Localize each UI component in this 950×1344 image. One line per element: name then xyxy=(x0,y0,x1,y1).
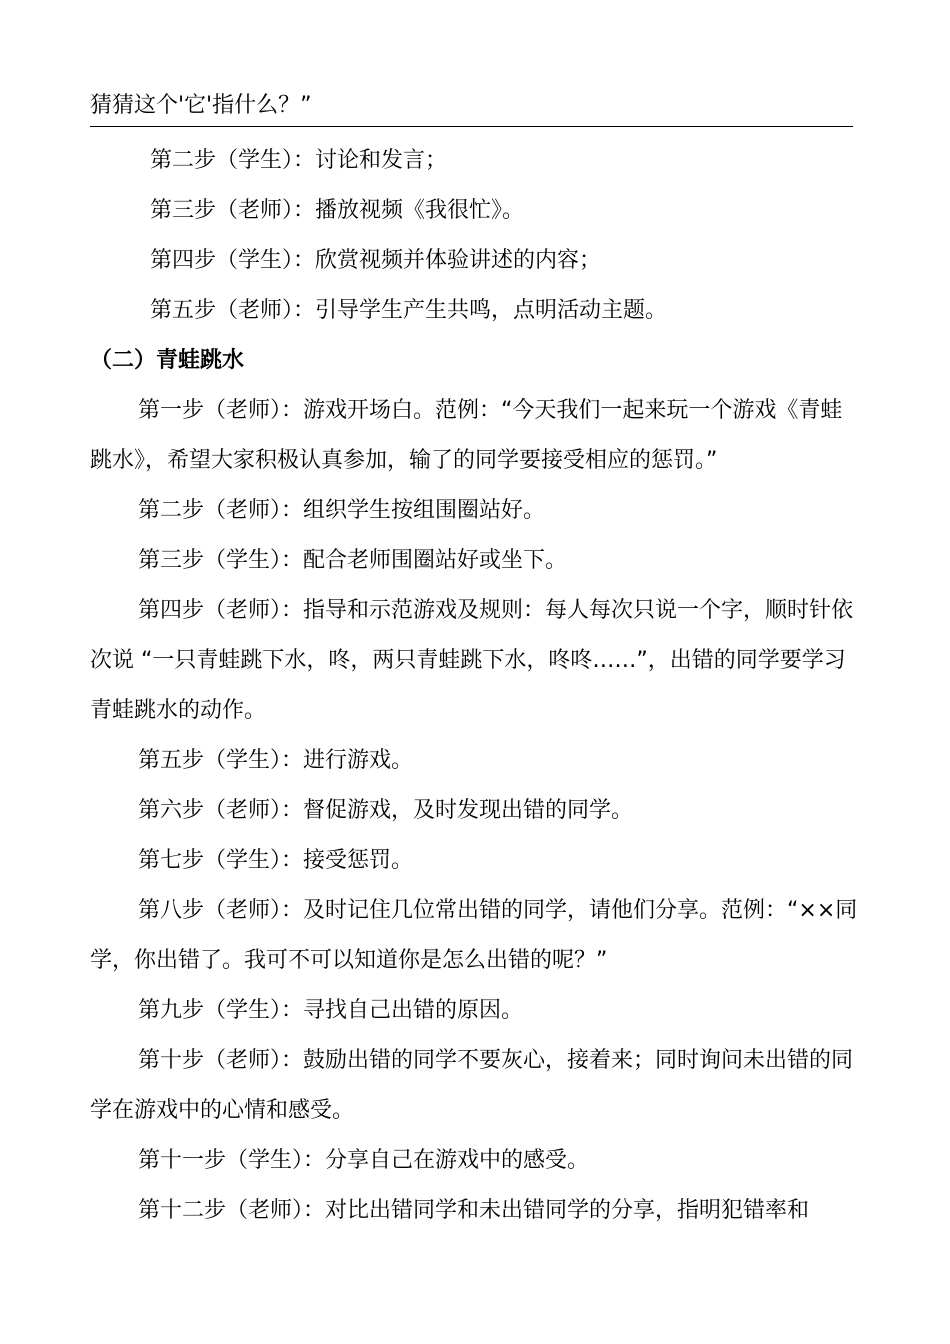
paragraph-game-step-3: 第三步（学生）：配合老师围圈站好或坐下。 xyxy=(138,548,568,573)
body-text xyxy=(90,136,860,1236)
paragraph-game-step-2: 第二步（老师）：组织学生按组围圈站好。 xyxy=(138,498,546,523)
paragraph-step-2-student: 第二步（学生）：讨论和发言； xyxy=(150,148,448,173)
paragraph-game-step-4: 第四步（老师）：指导和示范游戏及规则：每人每次只说一个字，顺时针依次说 “一只青蛙跳下水，咚，两只青蛙跳下水，咚咚……”，出错的同学要学习青蛙跳水的动作。 xyxy=(90,598,854,723)
paragraph-game-step-10: 第十步（老师）：鼓励出错的同学不要灰心，接着来；同时询问未出错的同学在游戏中的心情和感受。 xyxy=(90,1048,854,1123)
section-heading: （二）青蛙跳水 xyxy=(90,348,245,373)
paragraph-step-4-student: 第四步（学生）：欣赏视频并体验讲述的内容； xyxy=(150,248,602,273)
paragraph-step-3-teacher: 第三步（老师）：播放视频《我很忙》。 xyxy=(150,198,525,223)
paragraph-game-step-1: 第一步（老师）：游戏开场白。范例：“今天我们一起来玩一个游戏《青蛙跳水》，希望大家积极认真参加，输了的同学要接受相应的惩罚。” xyxy=(90,398,843,473)
header-text: 猜猜这个'它'指什么？” xyxy=(90,93,312,118)
paragraph-game-step-7: 第七步（学生）：接受惩罚。 xyxy=(138,848,414,873)
paragraph-game-step-8: 第八步（老师）：及时记住几位常出错的同学，请他们分享。范例：“××同学，你出错了。我可不可以知道你是怎么出错的呢？” xyxy=(90,898,858,973)
header-divider xyxy=(90,126,853,127)
paragraph-game-step-9: 第九步（学生）：寻找自己出错的原因。 xyxy=(138,998,524,1023)
paragraph-game-step-12: 第十二步（老师）：对比出错同学和未出错同学的分享，指明犯错率和 xyxy=(138,1198,810,1223)
paragraph-game-step-6: 第六步（老师）：督促游戏，及时发现出错的同学。 xyxy=(138,798,634,823)
paragraph-game-step-11: 第十一步（学生）：分享自己在游戏中的感受。 xyxy=(138,1148,590,1173)
paragraph-step-5-teacher: 第五步（老师）：引导学生产生共鸣，点明活动主题。 xyxy=(150,298,668,323)
paragraph-game-step-5: 第五步（学生）：进行游戏。 xyxy=(138,748,414,773)
